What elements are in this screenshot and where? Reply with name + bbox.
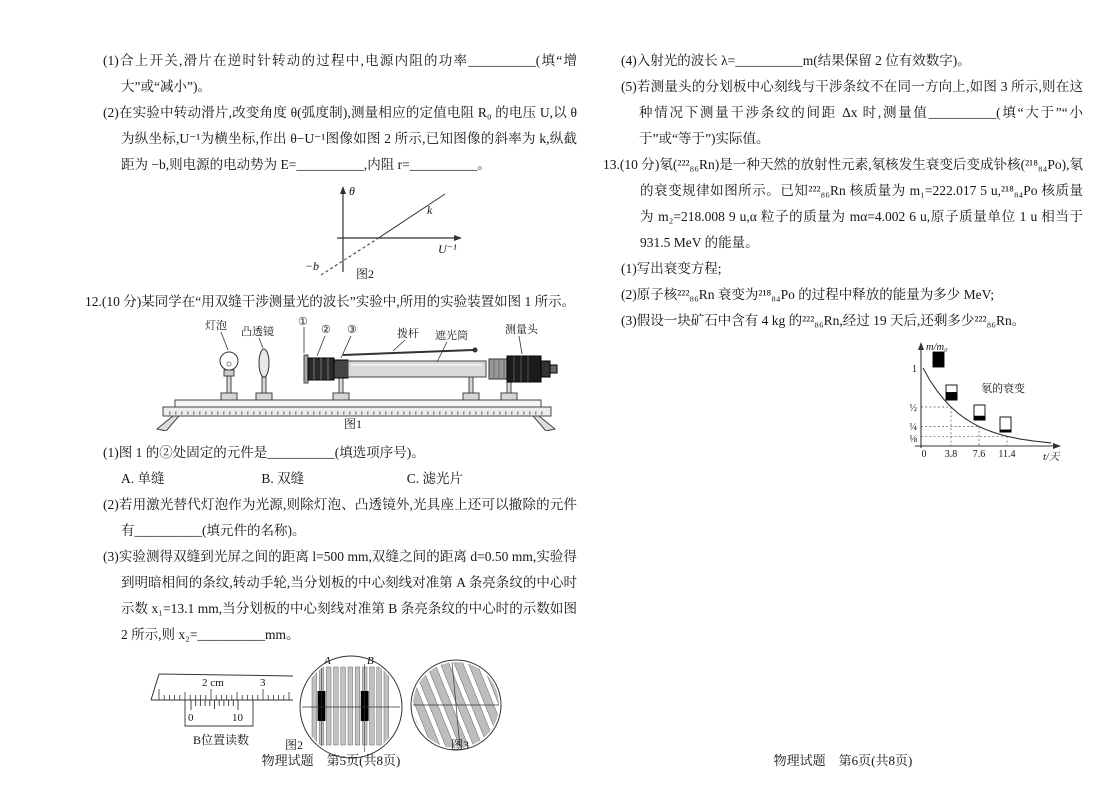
label-bulb: 灯泡	[205, 320, 227, 332]
figures-row	[85, 652, 577, 762]
q13-part3: (3)假设一块矿石中含有 4 kg 的²²²₈₆Rn,经过 19 天后,还剩多少²²²₈₆Rn。	[621, 313, 1026, 328]
decay-xtick-0: 0	[921, 449, 927, 460]
ruler-3-label: 3	[260, 677, 266, 689]
vernier-0-label: 0	[188, 712, 194, 724]
ruler-caption: B位置读数	[193, 733, 250, 747]
measuring-head-icon	[489, 356, 557, 382]
graph2-xlabel: U⁻¹	[438, 242, 457, 256]
bulb-icon	[220, 352, 238, 376]
q11-part1: (1)合上开关,滑片在逆时针转动的过程中,电源内阻的功率__________(填“增大”或“减小”)。	[103, 53, 577, 94]
q13-part1: (1)写出衰变方程;	[621, 261, 722, 276]
page-6-footer: 物理试题 第6页(共8页)	[773, 753, 913, 768]
option-a: A. 单缝	[121, 471, 165, 486]
fringe-A-label: A	[324, 655, 331, 667]
decay-xtick-3: 11.4	[998, 449, 1016, 460]
decay-xtick-1: 3.8	[944, 449, 958, 460]
label-lever: 拨杆	[397, 328, 419, 340]
fig1-caption: 图1	[343, 417, 363, 431]
figure-theta-u-graph	[255, 180, 577, 289]
decay-ytick-half: ½	[909, 403, 917, 414]
decay-ytick-eighth: ⅛	[909, 434, 917, 445]
halflife-guides	[921, 407, 1007, 446]
page-6-column	[603, 48, 1083, 473]
decay-title: 氡的衰变	[981, 383, 1025, 395]
label-tube: 遮光筒	[435, 330, 468, 342]
graph2-intercept-label: −b	[304, 259, 319, 273]
vernier-10-label: 10	[232, 712, 243, 724]
decay-xtick-2: 7.6	[972, 449, 986, 460]
q11-part2: (2)在实验中转动滑片,改变角度 θ(弧度制),测量相应的定值电阻 R₀ 的电压 U,以 θ 为纵坐标,U⁻¹为横坐标,作出 θ−U⁻¹图像如图 2 所示,已知图像的斜率为 k,纵截距为 −b,则电源的电动势为 E=__________,内阻 r=__________。	[103, 105, 577, 172]
fringe-bars	[299, 664, 403, 752]
label-head: 测量头	[505, 324, 538, 336]
decay-ytick-1: 1	[912, 364, 917, 375]
q13-part2: (2)原子核²²²₈₆Rn 衰变为²¹⁸₈₄Po 的过程中释放的能量为多少 MeV;	[621, 287, 995, 302]
option-c: C. 滤光片	[406, 471, 464, 486]
figure-decay-chart	[893, 336, 1083, 473]
slit-tube-assembly	[304, 348, 486, 384]
figure-fringes	[295, 652, 407, 764]
q13-stem: 13.(10 分)氡(²²²₈₆Rn)是一种天然的放射性元素,氡核发生衰变后变成钋核(²¹⁸₈₄Po),氡的衰变规律如图所示。已知²²²₈₆Rn 核质量为 m₁=222.017 5 u,²¹⁸₈₄Po 核质量为 m₂=218.008 9 u,α 粒子的质量为 mα=4.002 6 u,原子质量单位 1 u 相当于 931.5 MeV 的能量。	[603, 157, 1083, 250]
label-n1: ①	[298, 316, 308, 328]
decay-ylabel: m/m₀	[926, 342, 948, 353]
q12-stem: 12.(10 分)某同学在“用双缝干涉测量光的波长”实验中,所用的实验装置如图 1 所示。	[85, 294, 576, 309]
option-b: B. 双缝	[261, 471, 305, 486]
decay-curve	[923, 368, 1051, 443]
graph2-slope-label: k	[427, 203, 433, 217]
q12-part3: (3)实验测得双缝到光屏之间的距离 l=500 mm,双缝之间的距离 d=0.50 mm,实验得到明暗相间的条纹,转动手轮,当分划板的中心刻线对准第 A 条亮条纹的中心时示数 x₁=13.1 mm,当分划板的中心刻线对准第 B 条亮条纹的中心时的示数如图 2 所示,则 x₂=__________mm。	[103, 549, 577, 642]
label-lens: 凸透镜	[241, 326, 274, 338]
q12-part1: (1)图 1 的②处固定的元件是__________(填选项序号)。	[103, 445, 425, 460]
ruler-2cm-label: 2 cm	[202, 677, 224, 689]
graph2-caption: 图2	[355, 267, 375, 280]
q12-part2: (2)若用激光替代灯泡作为光源,则除灯泡、凸透镜外,光具座上还可以撤除的元件有__________(填元件的名称)。	[103, 497, 577, 538]
q12-options	[121, 466, 577, 492]
page-5-column	[85, 48, 577, 762]
main-scale-ticks	[159, 689, 289, 700]
component-stands	[221, 376, 517, 400]
page-5-footer: 物理试题 第5页(共8页)	[261, 753, 401, 768]
figure-apparatus	[141, 315, 577, 440]
figure-ruler	[145, 660, 297, 750]
decay-ytick-quarter: ¼	[909, 422, 917, 433]
fig3-caption: 图3	[451, 738, 470, 752]
label-n3: ③	[347, 324, 357, 336]
q12-part5: (5)若测量头的分划板中心刻线与干涉条纹不在同一方向上,如图 3 所示,则在这种情况下测量干涉条纹的间距 Δx 时,测量值__________(填“大于”“小于”或“等于”)实际值。	[621, 79, 1083, 146]
lens-icon	[259, 349, 269, 377]
fringe-B-label: B	[367, 655, 374, 667]
q12-part4: (4)入射光的波长 λ=__________m(结果保留 2 位有效数字)。	[621, 53, 971, 68]
graph2-ylabel: θ	[349, 184, 355, 198]
label-n2: ②	[321, 324, 331, 336]
decay-xlabel: t/天	[1043, 452, 1060, 463]
fig2-caption: 图2	[285, 738, 304, 752]
